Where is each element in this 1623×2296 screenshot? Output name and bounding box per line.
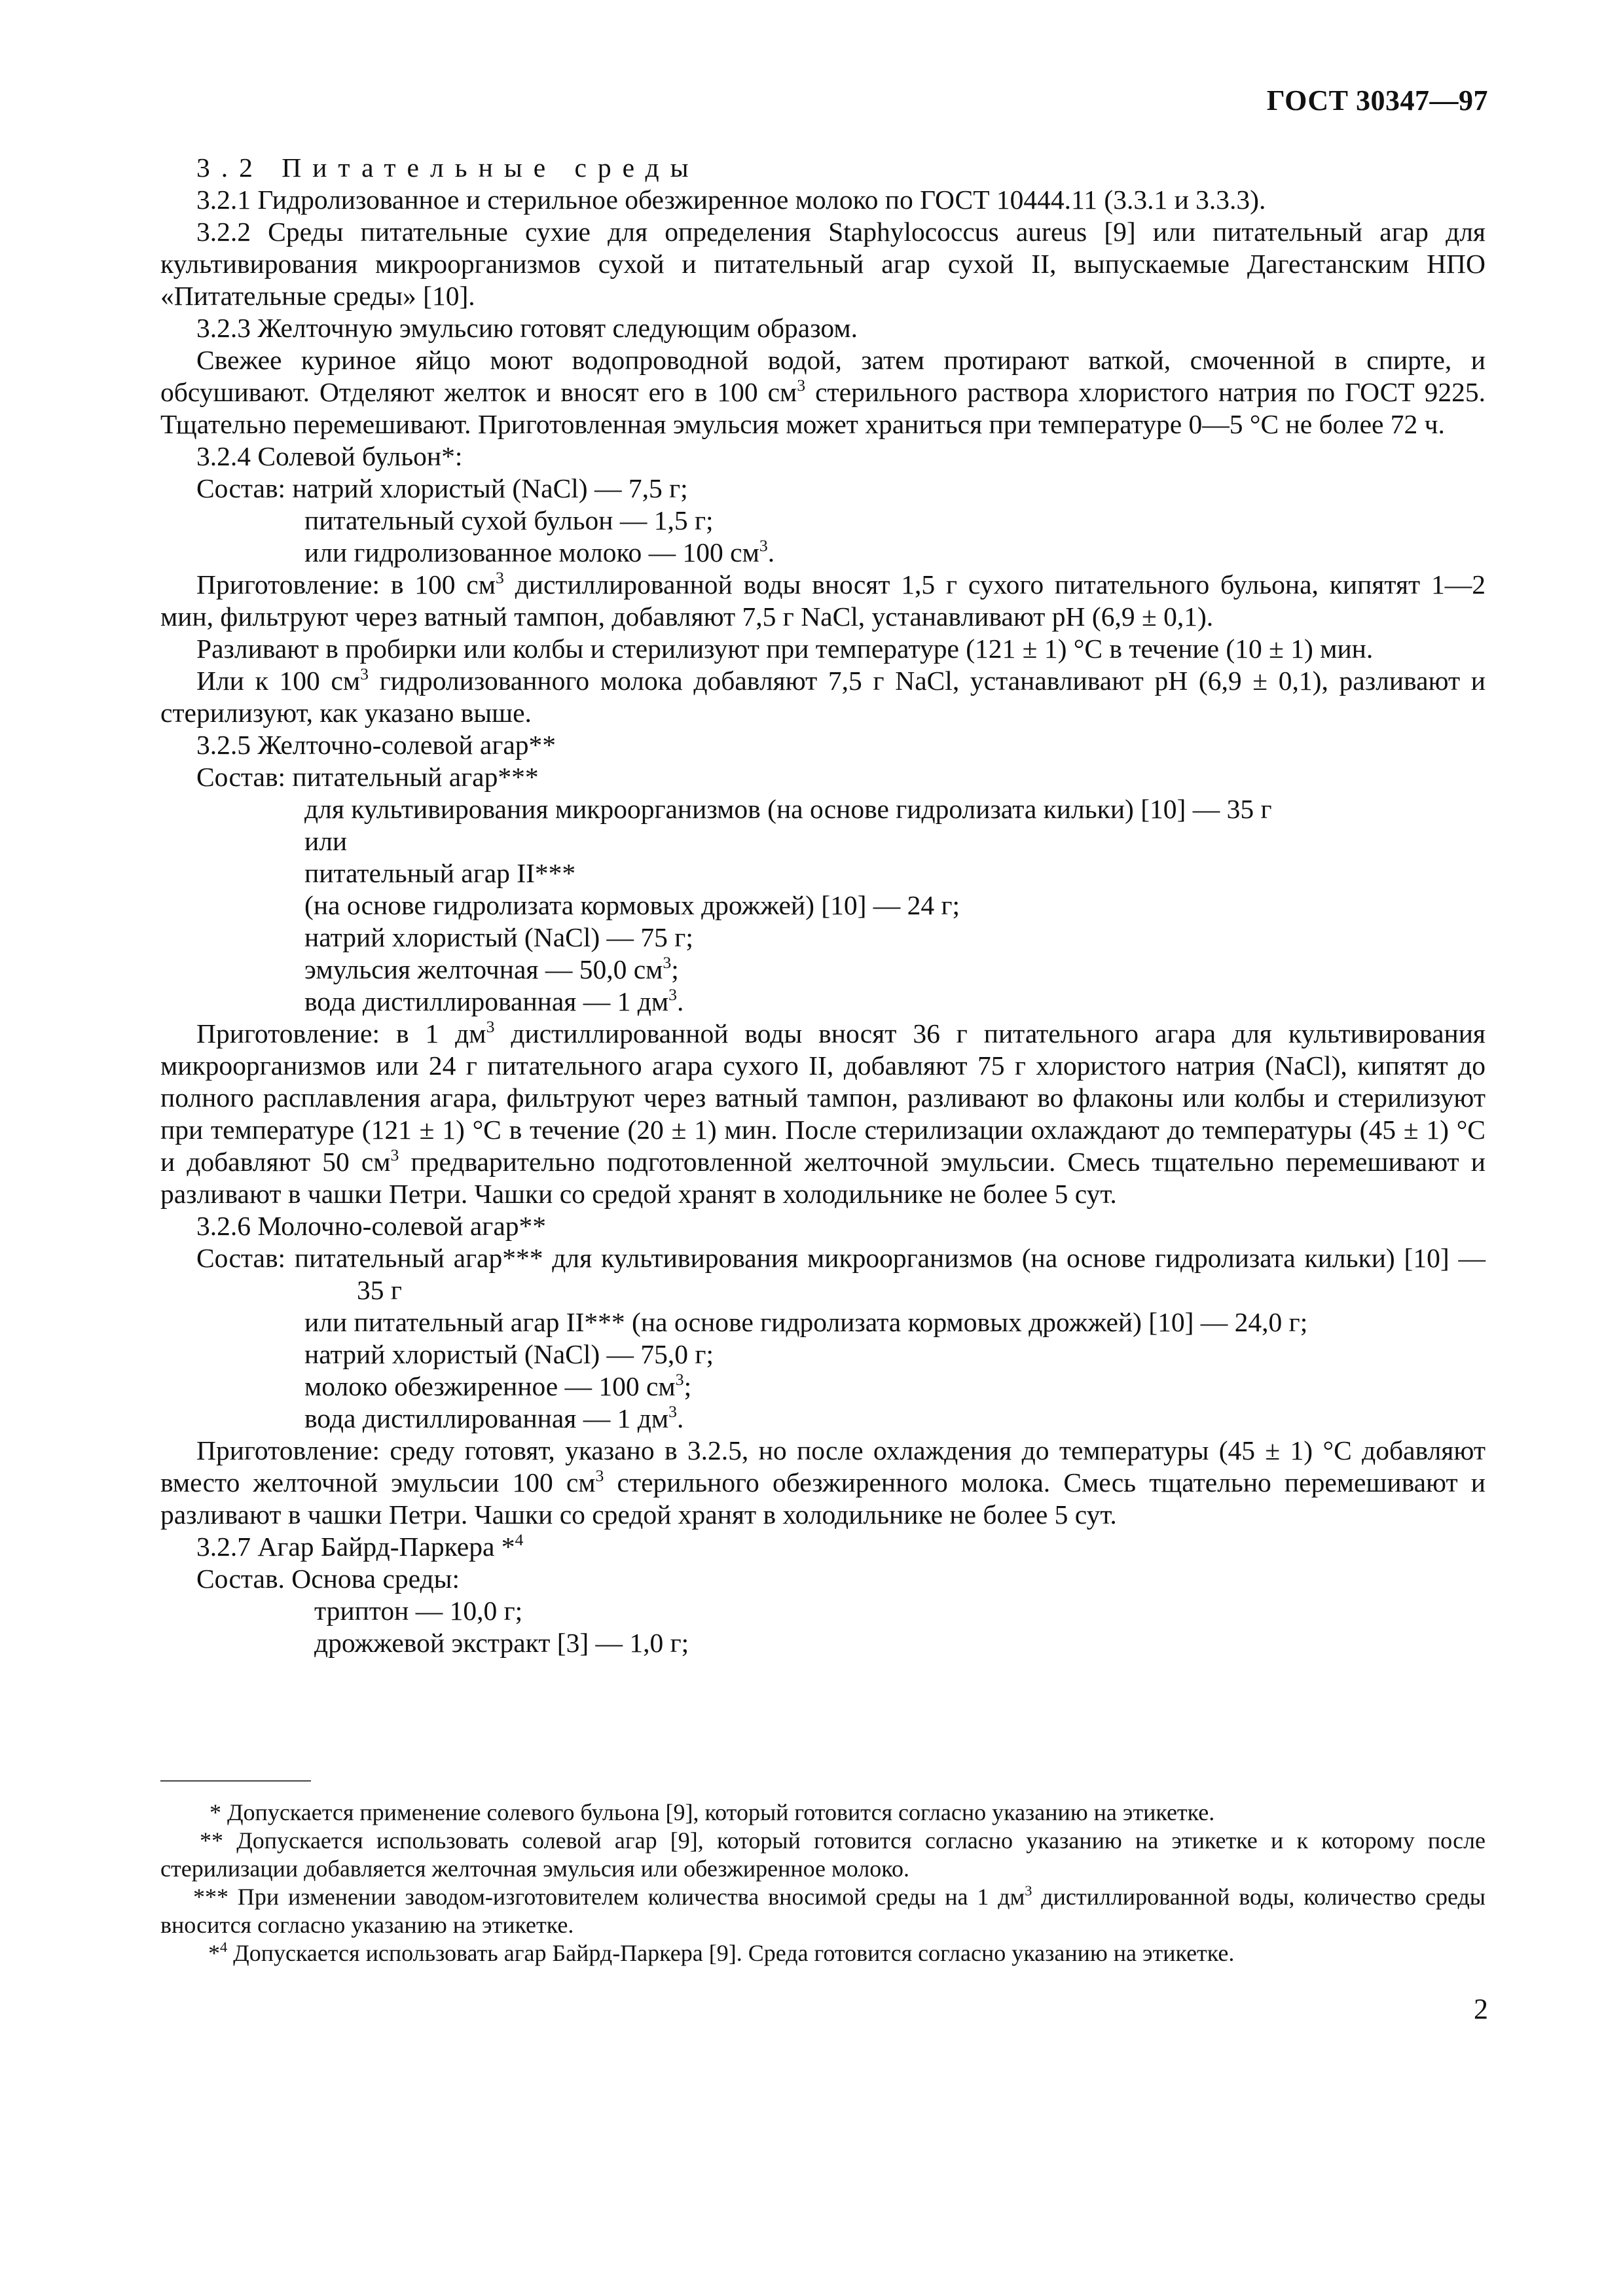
footnote-2: ** Допускается использовать солевой агар [9], который готовится согласно указанию на этикетке и к которому после стерилизации добавляется желточная эмульсия или обезжиренное молоко. (160, 1827, 1486, 1882)
superscript: 3 (668, 984, 677, 1004)
text-part: . (677, 986, 684, 1016)
composition-line (160, 537, 1486, 569)
composition-line: натрий хлористый (NaCl) — 75 г; (304, 922, 693, 952)
text-part: Свежее куриное яйцо моют водопроводной водой, затем протирают ваткой, смоченной в спирте, и обсушивают. Отделяют желток и вносят его в 100 см (160, 345, 1486, 407)
composition-line: или питательный агар II*** (на основе гидролизата кормовых дрожжей) [10] — 24,0 г; (304, 1307, 1308, 1337)
footnote-3 (160, 1883, 1486, 1939)
text-part: вода дистиллированная — 1 дм (304, 986, 669, 1016)
text-part: * (208, 1940, 220, 1966)
footnote-divider (160, 1780, 311, 1782)
text-part: вода дистиллированная — 1 дм (304, 1403, 669, 1433)
text-part: Приготовление: в 1 дм (196, 1018, 486, 1049)
text-part: ; (684, 1371, 692, 1401)
composition-line (160, 954, 1486, 986)
superscript: 3 (668, 1401, 677, 1421)
text-part: эмульсия желточная — 50,0 см (304, 954, 663, 984)
paragraph-3-2-3: 3.2.3 Желточную эмульсию готовят следующим образом. (196, 313, 858, 343)
superscript: 3 (1025, 1882, 1032, 1899)
text-part: Приготовление: в 100 см (196, 569, 496, 600)
composition-line: для культивирования микроорганизмов (на основе гидролизата кильки) [10] — 35 г (304, 794, 1272, 824)
preparation-paragraph (160, 1018, 1486, 1210)
section-heading-3-2: 3.2 Питательные среды (196, 152, 700, 183)
footnotes (160, 1799, 1486, 1967)
text-part: или гидролизованное молоко — 100 см (304, 537, 759, 567)
text-part: . (767, 537, 775, 567)
composition-line: Состав: питательный агар*** (196, 762, 539, 792)
paragraph (160, 665, 1486, 729)
composition-line: Состав: натрий хлористый (NaCl) — 7,5 г; (196, 473, 688, 503)
composition-line: (на основе гидролизата кормовых дрожжей) [10] — 24 г; (304, 890, 960, 920)
paragraph-3-2-1: 3.2.1 Гидролизованное и стерильное обезжиренное молоко по ГОСТ 10444.11 (3.3.1 и 3.3.3). (196, 185, 1266, 215)
text-part: *** При изменении заводом-изготовителем количества вносимой среды на 1 дм (193, 1884, 1025, 1910)
paragraph: Разливают в пробирки или колбы и стерилизуют при температуре (121 ± 1) °С в течение (10 ± 1) мин. (196, 634, 1374, 664)
composition-line: или (304, 826, 348, 856)
text-part: Допускается использовать агар Байрд-Паркера [9]. Среда готовится согласно указанию на этикетке. (227, 1940, 1235, 1966)
composition-line: Состав: питательный агар*** для культивирования микроорганизмов (на основе гидролизата кильки) [10] — 35 г (196, 1243, 1486, 1305)
superscript: 3 (595, 1465, 604, 1485)
composition-line (160, 1403, 1486, 1435)
text-part: Приготовление: среду готовят, указано в 3.2.5, но после охлаждения до температуры (45 ± 1) °С добавляют вместо желточной эмульсии 100 см (160, 1435, 1486, 1498)
superscript: 4 (220, 1938, 228, 1955)
composition-line: питательный сухой бульон — 1,5 г; (304, 505, 714, 535)
superscript: 3 (675, 1369, 684, 1389)
text-part: . (677, 1403, 684, 1433)
footnote-1: * Допускается применение солевого бульона [9], который готовится согласно указанию на этикетке. (210, 1799, 1215, 1825)
preparation-paragraph (160, 1435, 1486, 1531)
paragraph-3-2-3-method (160, 344, 1486, 440)
superscript: 3 (797, 375, 806, 395)
composition-line (160, 986, 1486, 1018)
text-part: стерильного обезжиренного молока. Смесь тщательно перемешивают и разливают в чашки Петри. Чашки со средой хранят в холодильнике не более 5 сут. (160, 1467, 1486, 1530)
paragraph-3-2-7 (160, 1531, 1486, 1563)
text-part: дистиллированной воды вносят 1,5 г сухого питательного бульона, кипятят 1—2 мин, фильтруют через ватный тампон, добавляют 7,5 г NaCl, устанавливают рН (6,9 ± 0,1). (160, 569, 1486, 632)
superscript: 3 (663, 952, 672, 972)
page-number: 2 (1474, 1993, 1488, 2025)
paragraph-3-2-2: 3.2.2 Среды питательные сухие для определения Staphylococcus aureus [9] или питательный агар для культивирования микроорганизмов сухой и питательный агар сухой II, выпускаемые Дагестанским НПО «Питательные среды» [10]. (160, 217, 1486, 311)
preparation-paragraph (160, 569, 1486, 633)
text-part: предварительно подготовленной желточной эмульсии. Смесь тщательно перемешивают и разливают в чашки Петри. Чашки со средой хранят в холодильнике не более 5 сут. (160, 1147, 1486, 1209)
composition-line: триптон — 10,0 г; (314, 1596, 523, 1626)
text-part: дистиллированной воды, количество среды вносится согласно указанию на этикетке. (160, 1884, 1486, 1938)
composition-line: питательный агар II*** (304, 858, 576, 888)
text-part: ; (671, 954, 679, 984)
paragraph-3-2-5: 3.2.5 Желточно-солевой агар** (196, 730, 556, 760)
superscript: 3 (360, 664, 369, 683)
text-part: молоко обезжиренное — 100 см (304, 1371, 676, 1401)
paragraph-3-2-4: 3.2.4 Солевой бульон*: (196, 441, 463, 471)
superscript: 3 (496, 567, 504, 587)
superscript: 3 (390, 1145, 399, 1164)
superscript: 3 (486, 1016, 495, 1036)
composition-line: дрожжевой экстракт [3] — 1,0 г; (314, 1628, 689, 1658)
superscript: 3 (759, 535, 768, 555)
paragraph-3-2-6: 3.2.6 Молочно-солевой агар** (196, 1211, 546, 1241)
composition-line: Состав. Основа среды: (196, 1564, 460, 1594)
composition-line (160, 1371, 1486, 1403)
text-part: гидролизованного молока добавляют 7,5 г NaCl, устанавливают рН (6,9 ± 0,1), разливают и стерилизуют, как указано выше. (160, 666, 1486, 728)
document-body (160, 152, 1486, 1659)
footnote-4 (160, 1939, 1486, 1967)
text-part: 3.2.7 Агар Байрд-Паркера * (196, 1532, 515, 1562)
text-part: Или к 100 см (196, 666, 361, 696)
text-part: дистиллированной воды вносят 36 г питательного агара для культивирования микроорганизмов или 24 г питательного агара сухого II, добавляют 75 г хлористого натрия (NaCl), кипятят до полного расплавления агара, фильтруют через ватный тампон, разливают во флаконы или колбы и стерилизуют при температуре (121 ± 1) °С в течение (20 ± 1) мин. После стерилизации охлаждают до температуры (45 ± 1) °С и добавляют 50 см (160, 1018, 1486, 1177)
superscript: 4 (515, 1530, 524, 1549)
text-part: стерильного раствора хлористого натрия по ГОСТ 9225. Тщательно перемешивают. Приготовленная эмульсия может храниться при температуре 0—5 °С не более 72 ч. (160, 377, 1486, 439)
composition-line: натрий хлористый (NaCl) — 75,0 г; (304, 1339, 714, 1369)
document-code-header: ГОСТ 30347—97 (1266, 84, 1488, 117)
